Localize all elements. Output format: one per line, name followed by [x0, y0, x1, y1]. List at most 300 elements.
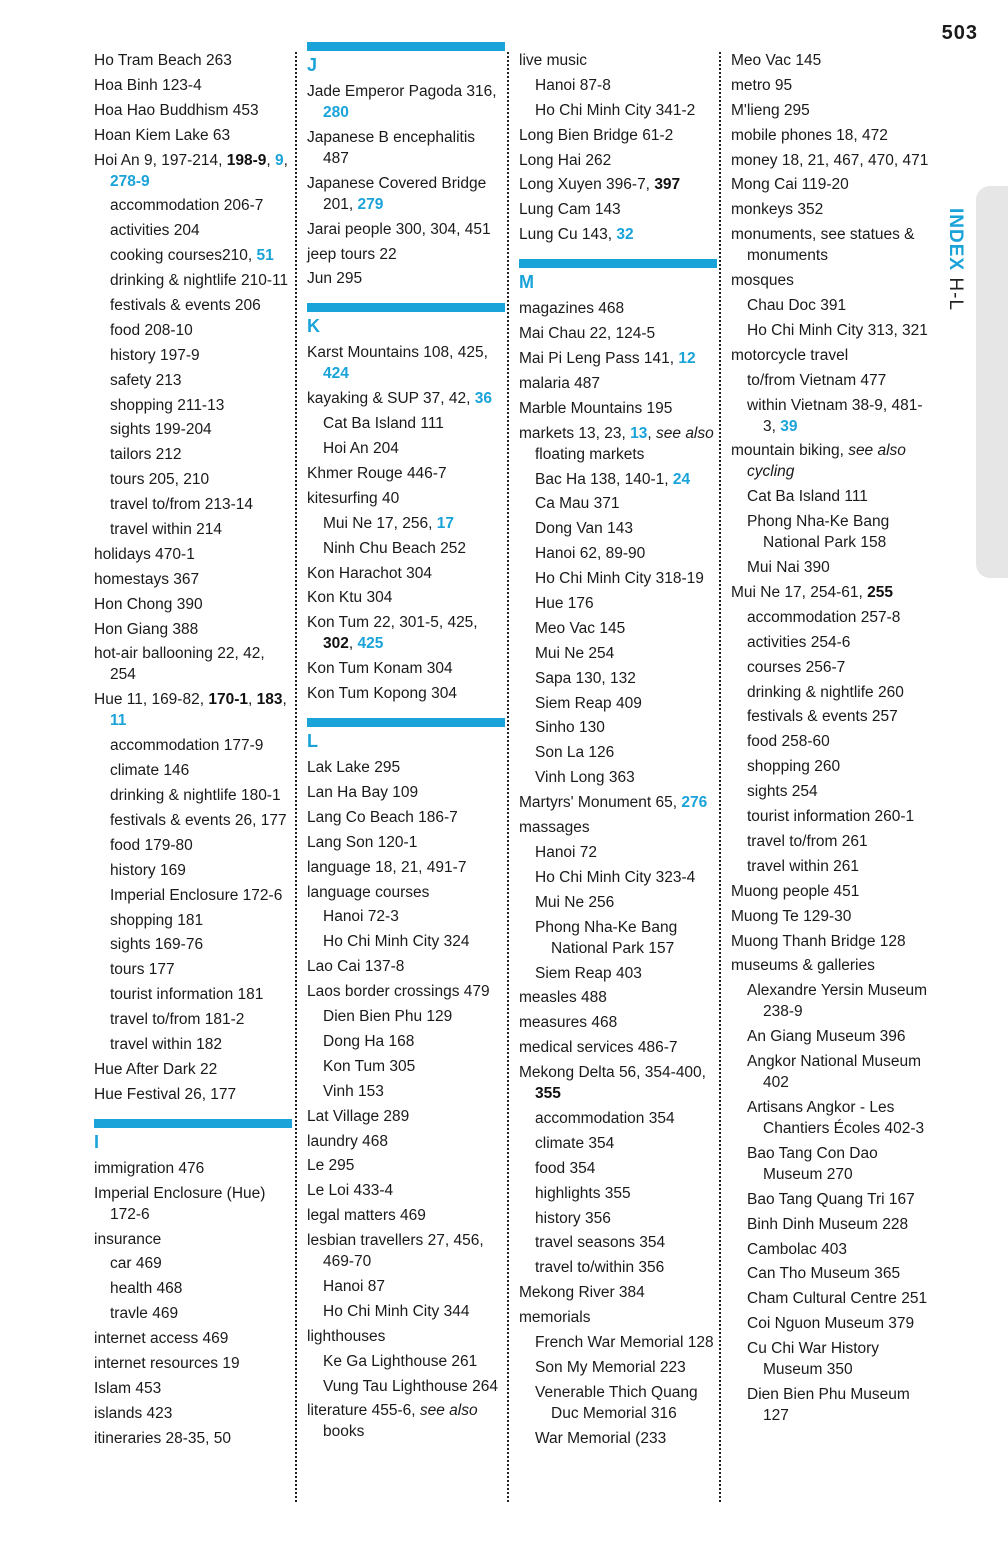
index-entry [519, 373, 717, 394]
index-subentry [731, 781, 931, 802]
entry-text: highlights 355 [535, 1184, 631, 1202]
index-subentry [519, 1108, 717, 1129]
entry-text: jeep tours 22 [307, 245, 397, 263]
entry-text: Son La 126 [535, 744, 615, 762]
entry-text: kayaking & SUP 37, 42, [307, 390, 475, 408]
index-entry [307, 807, 505, 828]
entry-text: , [348, 635, 358, 653]
entry-text: French War Memorial 128 [535, 1333, 714, 1351]
entry-text: climate 146 [110, 762, 190, 780]
entry-text: monuments, see statues & monuments [731, 226, 915, 265]
index-subentry [731, 682, 931, 703]
index-entry [519, 174, 717, 195]
photo-page-ref: 13 [630, 424, 648, 442]
entry-text: Hanoi 87-8 [535, 76, 611, 94]
index-subentry [519, 1332, 717, 1353]
index-subentry [94, 1278, 292, 1299]
entry-text: tours 205, 210 [110, 471, 210, 489]
entry-text: Coi Nguon Museum 379 [747, 1315, 915, 1333]
index-entry [94, 1328, 292, 1349]
photo-page-ref: 11 [110, 712, 127, 730]
entry-text: Vinh 153 [323, 1082, 384, 1100]
index-entry [94, 1229, 292, 1250]
entry-text: Ke Ga Lighthouse 261 [323, 1352, 478, 1370]
entry-text: cooking courses210, [110, 247, 257, 265]
index-entry [731, 75, 931, 96]
entry-text: live music [519, 52, 588, 69]
index-subentry [307, 513, 505, 534]
index-entry [307, 981, 505, 1002]
entry-text: climate 354 [535, 1134, 615, 1152]
entry-text: massages [519, 819, 590, 837]
entry-text: Dong Ha 168 [323, 1032, 415, 1050]
index-entry [307, 1205, 505, 1226]
index-subentry [731, 1313, 931, 1334]
index-entry [731, 881, 931, 902]
index-subentry [731, 320, 931, 341]
index-subentry [94, 1253, 292, 1274]
entry-text: Khmer Rouge 446-7 [307, 465, 447, 483]
entry-text: food 208-10 [110, 321, 193, 339]
entry-text: travel within 214 [110, 521, 223, 539]
index-entry [307, 1230, 505, 1272]
entry-text: Hoan Kiem Lake 63 [94, 126, 231, 144]
index-subentry [731, 395, 931, 437]
index-entry [519, 323, 717, 344]
index-entry [94, 125, 292, 146]
entry-text: tailors 212 [110, 446, 182, 464]
entry-text: mountain biking, [731, 442, 849, 460]
map-page-ref: 355 [535, 1085, 561, 1103]
cross-reference: see also [656, 424, 714, 442]
entry-text: lighthouses [307, 1327, 386, 1345]
index-subentry [731, 980, 931, 1022]
index-subentry [94, 860, 292, 881]
entry-text: Lak Lake 295 [307, 759, 401, 777]
entry-text: Vinh Long 363 [535, 769, 635, 787]
index-entry [307, 342, 505, 384]
entry-text: Mui Ne 17, 254-61, [731, 584, 868, 602]
entry-text: Artisans Angkor - Les Chantiers Écoles 402-3 [747, 1098, 925, 1137]
entry-text: Vung Tau Lighthouse 264 [323, 1377, 498, 1395]
section-header [519, 259, 717, 293]
index-subentry [519, 917, 717, 959]
index-subentry [731, 706, 931, 727]
entry-text: health 468 [110, 1280, 183, 1298]
map-page-ref: 397 [654, 176, 681, 194]
entry-text: travel to/within 356 [535, 1259, 665, 1277]
entry-text: itineraries 28-35, 50 [94, 1429, 231, 1447]
entry-text: food 354 [535, 1159, 596, 1177]
map-page-ref: 255 [867, 584, 894, 602]
entry-text: Martyrs' Monument 65, [519, 794, 682, 812]
photo-page-ref: 280 [323, 104, 349, 121]
index-entry [731, 100, 931, 121]
entry-text: Kon Tum Kopong 304 [307, 685, 457, 703]
index-entry [94, 594, 292, 615]
entry-text: mobile phones 18, 472 [731, 126, 888, 144]
section-header [94, 1119, 292, 1153]
index-entry [94, 619, 292, 640]
entry-text: Sinho 130 [535, 719, 605, 737]
entry-text: drinking & nightlife 210-11 [110, 272, 289, 290]
index-entry [94, 1158, 292, 1179]
index-subentry [519, 518, 717, 539]
index-entry [307, 1400, 505, 1442]
index-subentry [731, 1026, 931, 1047]
entry-text: Islam 453 [94, 1379, 162, 1397]
index-entry [307, 173, 505, 215]
entry-text: Jarai people 300, 304, 451 [307, 220, 491, 238]
index-entry [731, 345, 931, 366]
entry-text: Hue 176 [535, 595, 594, 613]
entry-text: War Memorial (233 [535, 1429, 667, 1447]
index-entry [519, 1037, 717, 1058]
index-entry [94, 100, 292, 121]
index-entry [94, 689, 292, 731]
column-divider [295, 52, 297, 1502]
index-entry [519, 125, 717, 146]
index-subentry [307, 1276, 505, 1297]
entry-text: legal matters 469 [307, 1207, 426, 1225]
index-subentry [731, 1214, 931, 1235]
index-subentry [731, 831, 931, 852]
entry-text: festivals & events 206 [110, 297, 261, 315]
index-entry [731, 50, 931, 71]
cross-reference: see also cycling [747, 442, 906, 481]
index-subentry [519, 1357, 717, 1378]
entry-text: Long Bien Bridge 61-2 [519, 126, 674, 144]
index-subentry [94, 810, 292, 831]
entry-text: Mui Ne 256 [535, 893, 615, 911]
index-entry [307, 882, 505, 903]
index-column-3 [519, 50, 717, 1500]
index-entry [731, 440, 931, 482]
index-entry [94, 569, 292, 590]
map-page-ref: 198-9 [226, 151, 267, 169]
entry-text: Hanoi 72-3 [323, 908, 399, 926]
index-subentry [519, 693, 717, 714]
index-entry [94, 1353, 292, 1374]
entry-text: Jun 295 [307, 270, 363, 288]
entry-text: M'lieng 295 [731, 101, 810, 119]
entry-text: language 18, 21, 491-7 [307, 858, 467, 876]
index-subentry [731, 607, 931, 628]
entry-text: travel within 182 [110, 1035, 223, 1053]
index-entry [307, 658, 505, 679]
entry-text: Hue Festival 26, 177 [94, 1085, 237, 1103]
entry-text: Ho Chi Minh City 318-19 [535, 570, 704, 588]
index-entry [519, 1062, 717, 1104]
index-subentry [519, 75, 717, 96]
entry-text: , [247, 691, 257, 709]
entry-text: Japanese B encephalitis 487 [307, 128, 476, 167]
entry-text: Cu Chi War History Museum 350 [747, 1340, 880, 1379]
entry-text: Hoa Hao Buddhism 453 [94, 101, 259, 119]
index-subentry [94, 519, 292, 540]
entry-text: shopping 211-13 [110, 396, 225, 414]
index-subentry [94, 959, 292, 980]
index-subentry [731, 511, 931, 553]
section-bar [519, 259, 717, 268]
index-subentry [94, 910, 292, 931]
index-entry [307, 857, 505, 878]
entry-text: food 258-60 [747, 733, 830, 751]
index-subentry [731, 557, 931, 578]
index-entry [731, 150, 931, 171]
entry-text: Dien Bien Phu Museum 127 [747, 1385, 910, 1424]
entry-text: travel seasons 354 [535, 1234, 666, 1252]
index-subentry [307, 538, 505, 559]
entry-text: Mong Cai 119-20 [731, 176, 849, 194]
entry-text: Ho Chi Minh City 323-4 [535, 868, 696, 886]
index-entry [519, 792, 717, 813]
entry-text: drinking & nightlife 180-1 [110, 787, 281, 805]
index-subentry [94, 785, 292, 806]
entry-text: food 179-80 [110, 836, 193, 854]
entry-text: Muong Thanh Bridge 128 [731, 932, 906, 950]
entry-text: markets 13, 23, [519, 424, 631, 442]
cross-reference: see also [419, 1402, 478, 1420]
map-page-ref: 302 [323, 635, 349, 653]
entry-text: history 169 [110, 861, 186, 879]
index-subentry [519, 867, 717, 888]
index-subentry [731, 756, 931, 777]
entry-text: Le 295 [307, 1157, 355, 1175]
entry-text: holidays 470-1 [94, 545, 195, 563]
index-subentry [307, 1056, 505, 1077]
entry-text: Long Xuyen 396-7, [519, 176, 655, 194]
entry-text: Hon Giang 388 [94, 620, 199, 638]
entry-text: Japanese Covered Bridge 201, [307, 174, 487, 213]
entry-text: , [282, 691, 287, 709]
entry-text: Phong Nha-Ke Bang National Park 157 [535, 918, 678, 957]
entry-text: monkeys 352 [731, 201, 824, 219]
entry-text: Laos border crossings 479 [307, 983, 490, 1001]
index-subentry [94, 444, 292, 465]
entry-text: Cambolac 403 [747, 1240, 847, 1258]
section-bar [94, 1119, 292, 1128]
index-entry [94, 75, 292, 96]
entry-text: Dong Van 143 [535, 520, 633, 538]
index-subentry [94, 469, 292, 490]
index-subentry [731, 1288, 931, 1309]
entry-text: islands 423 [94, 1404, 173, 1422]
index-subentry [519, 842, 717, 863]
entry-text: travel within 261 [747, 857, 860, 875]
entry-text: internet access 469 [94, 1330, 229, 1348]
section-letter: I [94, 1131, 100, 1152]
entry-text: money 18, 21, 467, 470, 471 [731, 151, 929, 169]
entry-text: car 469 [110, 1255, 162, 1273]
entry-text: tours 177 [110, 961, 175, 979]
entry-text: Hanoi 62, 89-90 [535, 545, 646, 563]
index-entry [307, 244, 505, 265]
entry-text: activities 254-6 [747, 633, 851, 651]
index-entry [307, 488, 505, 509]
entry-text: museums & galleries [731, 957, 875, 975]
entry-text: Mui Ne 254 [535, 644, 615, 662]
index-entry [307, 127, 505, 169]
photo-page-ref: 32 [616, 226, 634, 244]
section-bar [307, 303, 505, 312]
entry-text: travle 469 [110, 1305, 179, 1323]
index-subentry [94, 245, 292, 266]
entry-text: books [323, 1423, 365, 1441]
entry-text: laundry 468 [307, 1132, 389, 1150]
section-bar [307, 718, 505, 727]
entry-text: Hoi An 9, 197-214, [94, 151, 227, 169]
index-subentry [731, 1143, 931, 1185]
section-header [307, 303, 505, 337]
section-bar [307, 42, 505, 51]
photo-page-ref: 36 [474, 390, 492, 408]
index-entry [307, 219, 505, 240]
entry-text: Hoa Binh 123-4 [94, 76, 202, 94]
column-divider [507, 52, 509, 1502]
index-subentry [94, 220, 292, 241]
index-subentry [519, 493, 717, 514]
entry-text: Muong Te 129-30 [731, 907, 852, 925]
entry-text: Meo Vac 145 [731, 52, 822, 69]
entry-text: Ho Tram Beach 263 [94, 52, 232, 69]
map-page-ref: 183 [256, 691, 283, 709]
index-column-2 [307, 50, 505, 1500]
index-subentry [731, 632, 931, 653]
entry-text: An Giang Museum 396 [747, 1028, 906, 1046]
index-entry [731, 224, 931, 266]
index-side-label [944, 208, 966, 338]
entry-text: immigration 476 [94, 1159, 205, 1177]
entry-text: tourist information 260-1 [747, 808, 915, 826]
entry-text: accommodation 177-9 [110, 737, 264, 755]
index-entry [519, 150, 717, 171]
entry-text: shopping 260 [747, 758, 841, 776]
index-entry [519, 298, 717, 319]
entry-text: drinking & nightlife 260 [747, 683, 904, 701]
index-subentry [307, 1376, 505, 1397]
index-entry [94, 544, 292, 565]
entry-text: Hanoi 72 [535, 843, 598, 861]
page-number: 503 [941, 22, 978, 44]
entry-text: , [647, 424, 657, 442]
index-subentry [519, 100, 717, 121]
entry-text: Siem Reap 409 [535, 694, 642, 712]
index-entry [519, 50, 717, 71]
entry-text: Lat Village 289 [307, 1107, 410, 1125]
side-label-index: INDEX [945, 208, 966, 272]
index-subentry [94, 1034, 292, 1055]
photo-page-ref: 24 [672, 470, 691, 488]
entry-text: Hoi An 204 [323, 440, 399, 458]
index-entry [94, 50, 292, 71]
entry-text: Ho Chi Minh City 324 [323, 933, 470, 951]
entry-text: Bao Tang Con Dao Museum 270 [747, 1144, 878, 1183]
index-subentry [94, 494, 292, 515]
index-entry [307, 1155, 505, 1176]
entry-text: tourist information 181 [110, 986, 264, 1004]
entry-text: Ho Chi Minh City 341-2 [535, 101, 696, 119]
entry-text: metro 95 [731, 76, 793, 94]
index-subentry [731, 1097, 931, 1139]
index-subentry [731, 856, 931, 877]
index-entry [307, 612, 505, 654]
entry-text: sights 254 [747, 783, 818, 801]
side-label-range: H-L [945, 277, 966, 311]
index-subentry [519, 1382, 717, 1424]
index-entry [519, 199, 717, 220]
index-entry [94, 1084, 292, 1105]
entry-text: Kon Ktu 304 [307, 589, 393, 607]
entry-text: Mai Pi Leng Pass 141, [519, 350, 679, 368]
entry-text: malaria 487 [519, 374, 600, 392]
index-entry [94, 643, 292, 685]
entry-text: festivals & events 26, 177 [110, 811, 287, 829]
entry-text: Mekong River 384 [519, 1284, 645, 1302]
index-subentry [94, 1009, 292, 1030]
entry-text: history 356 [535, 1209, 611, 1227]
index-column-4 [731, 50, 931, 1500]
section-header [307, 42, 505, 76]
index-entry [731, 582, 931, 603]
index-subentry [94, 395, 292, 416]
entry-text: measles 488 [519, 989, 607, 1007]
index-subentry [731, 731, 931, 752]
entry-text: Lao Cai 137-8 [307, 958, 405, 976]
index-entry [519, 398, 717, 419]
entry-text: Imperial Enclosure 172-6 [110, 886, 283, 904]
index-subentry [519, 742, 717, 763]
index-subentry [731, 806, 931, 827]
photo-page-ref: 424 [323, 365, 349, 383]
index-entry [94, 150, 292, 192]
entry-text: sights 169-76 [110, 936, 204, 954]
entry-text: Alexandre Yersin Museum 238-9 [747, 982, 928, 1021]
photo-page-ref: 39 [780, 417, 798, 435]
index-entry [307, 782, 505, 803]
entry-text: history 197-9 [110, 346, 200, 364]
index-entry [307, 587, 505, 608]
section-letter: M [519, 272, 534, 293]
section-letter: K [307, 316, 320, 337]
index-entry [519, 817, 717, 838]
index-subentry [519, 1232, 717, 1253]
index-entry [94, 1183, 292, 1225]
photo-page-ref: 425 [357, 635, 384, 653]
entry-text: internet resources 19 [94, 1354, 240, 1372]
index-subentry [519, 717, 717, 738]
photo-page-ref: 12 [678, 350, 696, 368]
entry-text: to/from Vietnam 477 [747, 371, 887, 389]
entry-text: safety 213 [110, 371, 182, 389]
entry-text: Hue After Dark 22 [94, 1060, 218, 1078]
entry-text: magazines 468 [519, 300, 625, 318]
index-entry [307, 683, 505, 704]
entry-text: language courses [307, 883, 430, 901]
index-subentry [519, 892, 717, 913]
entry-text: Hon Chong 390 [94, 595, 203, 613]
index-subentry [94, 295, 292, 316]
entry-text: Jade Emperor Pagoda 316, [307, 83, 497, 100]
index-subentry [519, 1133, 717, 1154]
entry-text: Lang Co Beach 186-7 [307, 808, 458, 826]
entry-text: Cham Cultural Centre 251 [747, 1290, 928, 1308]
entry-text: Angkor National Museum 402 [747, 1053, 922, 1092]
entry-text: Imperial Enclosure (Hue) 172-6 [94, 1184, 266, 1223]
entry-text: activities 204 [110, 222, 200, 240]
index-subentry [94, 195, 292, 216]
index-entry [731, 931, 931, 952]
